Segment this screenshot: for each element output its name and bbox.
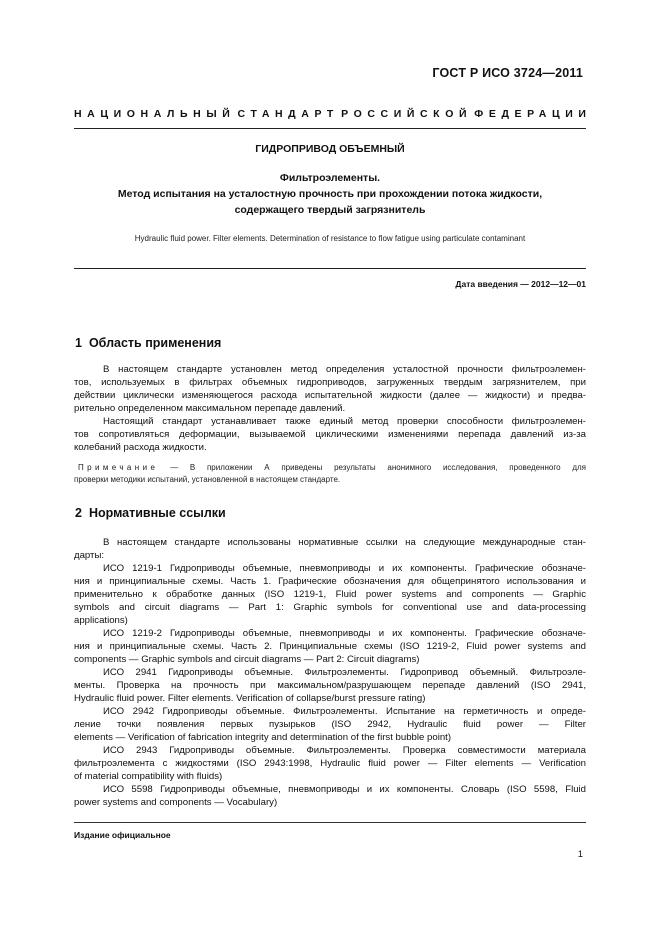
text-line: ИСО 5598 Гидроприводы объемные, пневмоприводы и их компоненты. Словарь (ISO 5598, Fluid (103, 784, 586, 795)
reference-iso-1219-2 (74, 627, 586, 666)
reference-iso-5598 (74, 783, 586, 809)
section-number: 1 (75, 336, 82, 350)
section-title: Область применения (88, 336, 222, 350)
text-line: рительно определенном максимальном перепаде давлений. (74, 403, 346, 414)
text-line: ИСО 1219-1 Гидроприводы объемные, пневмоприводы и их компоненты. Графические обозначе- (103, 563, 586, 574)
text-line: ния и принципиальные схемы. Часть 1. Графические обозначения для общепринятого использования и (74, 576, 586, 587)
document-subtitle (74, 170, 586, 218)
reference-iso-2943 (74, 744, 586, 783)
banner-word: ФЕДЕРАЦИИ (474, 108, 592, 120)
section-1-paragraph-1 (74, 363, 586, 415)
note-text: — В приложении А приведены результаты анонимного исследования, проведенного для (170, 463, 586, 472)
document-code: ГОСТ Р ИСО 3724—2011 (432, 66, 583, 80)
note-line: проверки методики испытаний, установленной в настоящем стандарте. (74, 475, 341, 484)
section-1-heading (75, 336, 228, 350)
note-line (74, 462, 586, 474)
national-standard-banner (74, 108, 592, 120)
page-number: 1 (577, 849, 583, 860)
text-line: менты. Проверка на прочность при максимальном/разрушающем перепаде давлений (ISO 2941, (74, 680, 586, 691)
text-line: of material compatibility with fluids) (74, 771, 223, 782)
reference-iso-1219-1 (74, 562, 586, 627)
text-line: тов, используемых в фильтрах объемных гидроприводов, загруженных твердым загрязнителем, при (74, 377, 586, 388)
text-line: symbols and circuit diagrams — Part 1: Graphic symbols for conventional use and data-processing (74, 602, 586, 613)
text-line: Настоящий стандарт устанавливает также единый метод проверки способности фильтроэлемен- (103, 416, 586, 427)
document-title: ГИДРОПРИВОД ОБЪЕМНЫЙ (255, 143, 405, 155)
banner-word: РОССИЙСКОЙ (341, 108, 473, 120)
text-line: ИСО 2942 Гидроприводы объемные. Фильтроэлементы. Испытание на герметичность и опреде- (103, 706, 586, 717)
divider (74, 128, 586, 129)
text-line: действии циклически изменяющегося расхода испытательной жидкости (далее — жидкости) и предва- (74, 390, 586, 401)
text-line: тов сопротивляться деформации, вызываемой циклическими изменениями перепада давлений из-за (74, 429, 586, 440)
section-number: 2 (75, 506, 82, 520)
text-line: ИСО 2943 Гидроприводы объемные. Фильтроэлементы. Проверка совместимости материала (103, 745, 586, 756)
text-line: дарты: (74, 550, 105, 561)
banner-word: НАЦИОНАЛЬНЫЙ (74, 108, 236, 120)
subtitle-line: Фильтроэлементы. (279, 172, 381, 184)
english-title: Hydraulic fluid power. Filter elements. Determination of resistance to flow fatigue using particulate contaminant (134, 234, 526, 243)
text-line: ление точки появления первых пузырьков (ISO 2942, Hydraulic fluid power — Filter (74, 719, 586, 730)
section-2-intro (74, 536, 586, 562)
text-line: applications) (74, 615, 128, 626)
text-line: ИСО 2941 Гидроприводы объемные. Фильтроэлементы. Гидропривод объемный. Фильтроэле- (103, 667, 586, 678)
text-line: В настоящем стандарте установлен метод определения усталостной прочности фильтроэлемен- (103, 364, 586, 375)
text-line: колебаний расхода жидкости. (74, 442, 207, 453)
divider (74, 268, 586, 269)
text-line: elements — Verification of fabrication integrity and determination of the first bubble point) (74, 732, 452, 743)
text-line: power systems and components — Vocabulary) (74, 797, 278, 808)
section-title: Нормативные ссылки (88, 506, 226, 520)
official-edition-label: Издание официальное (74, 830, 171, 840)
divider (74, 822, 586, 823)
note-label: Примечание (78, 463, 159, 472)
section-1-note (74, 462, 586, 486)
text-line: В настоящем стандарте использованы нормативные ссылки на следующие международные стан- (103, 537, 586, 548)
text-line: фильтроэлемента с жидкостями (ISO 2943:1998, Hydraulic fluid power — Filter elements — Verification (74, 758, 586, 769)
text-line: Hydraulic fluid power. Filter elements. Verification of collapse/burst pressure rating) (74, 693, 426, 704)
text-line: ИСО 1219-2 Гидроприводы объемные, пневмоприводы и их компоненты. Графические обозначе- (103, 628, 586, 639)
reference-iso-2941 (74, 666, 586, 705)
text-line: ния и принципиальные схемы. Часть 2. Принципиальные схемы (ISO 1219-2, Fluid power systems and (74, 641, 586, 652)
banner-word: СТАНДАРТ (237, 108, 339, 120)
reference-iso-2942 (74, 705, 586, 744)
section-1-paragraph-2 (74, 415, 586, 454)
text-line: components — Graphic symbols and circuit diagrams — Part 2: Circuit diagrams) (74, 654, 420, 665)
subtitle-line: Метод испытания на усталостную прочность при прохождении потока жидкости, (117, 188, 543, 200)
introduction-date: Дата введения — 2012—12—01 (455, 279, 586, 289)
subtitle-line: содержащего твердый загрязнитель (234, 204, 426, 216)
section-2-heading (75, 506, 233, 520)
text-line: применительно к обработке данных (ISO 1219-1, Fluid power systems and components — Graphic (74, 589, 586, 600)
